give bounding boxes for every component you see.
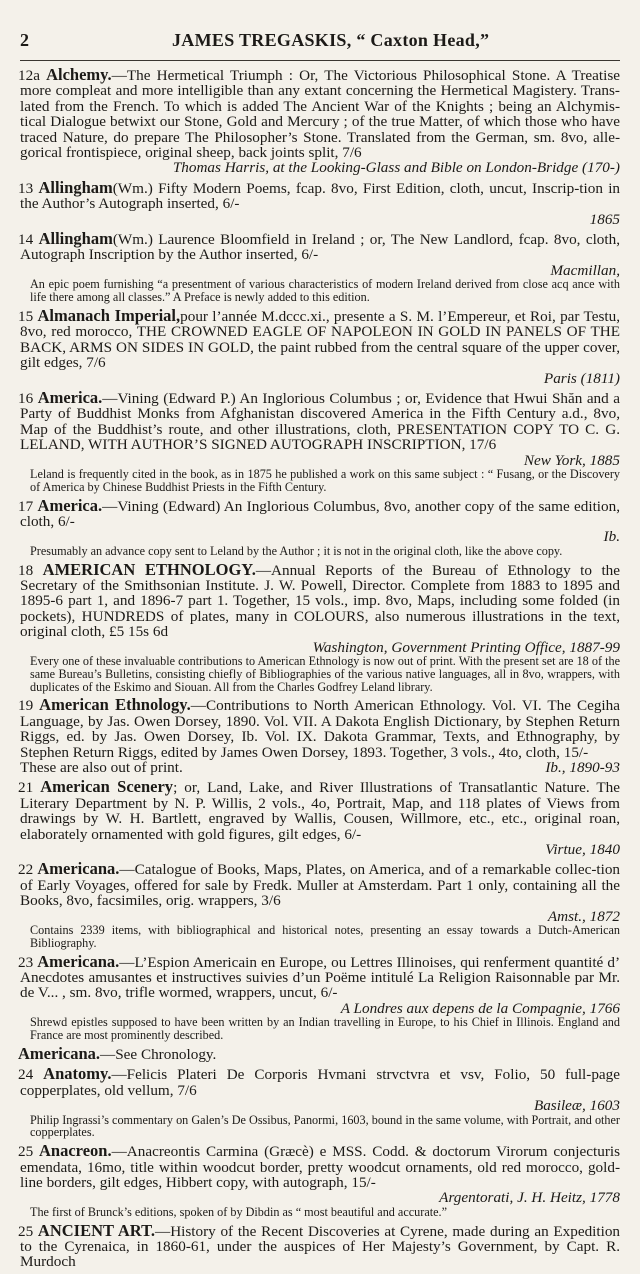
- entry-description: [18, 495, 621, 530]
- imprint-place-date: Basileæ, 1603: [533, 1097, 620, 1115]
- entry-imprint-row: [20, 640, 620, 655]
- catalogue-entry: [20, 231, 620, 308]
- entry-heading: American Ethnology.: [39, 695, 191, 715]
- entry-number: 25: [18, 1222, 34, 1240]
- entry-number: 16: [18, 389, 34, 407]
- entry-number: 14: [18, 231, 34, 249]
- entry-heading: Americana.: [37, 951, 120, 971]
- entry-text: (Wm.) Laurence Bloomfield in Ireland ; or, The New Landlord, fcap. 8vo, cloth, Autograph Inscription by the Author inserted, 6/-: [20, 231, 621, 264]
- entry-imprint-row: [20, 160, 620, 175]
- catalogue-entry: [18, 951, 620, 1046]
- entry-text: pour l’année M.dccc.xi., presente a S. M. l’Empereur, et Roi, par Testu, 8vo, red morocco, THE CROWNED EAGLE OF NAPOLEON IN GOLD IN PANELS OF THE BACK, ARMS ON SIDES IN GOLD, the paint rubbed from the central square of the upper cover, gilt edges, 7/6: [20, 307, 620, 372]
- entry-note: Contains 2339 items, with bibliographical and historical notes, presenting an essay towards a Dutch-American Bibliography.: [30, 923, 620, 950]
- imprint-place-date: A Londres aux depens de la Compagnie, 1766: [340, 999, 620, 1017]
- entry-note: Philip Ingrassi’s commentary on Galen’s De Ossibus, Panormi, 1603, bound in the same volume, with Portrait, and other copperplates.: [30, 1112, 620, 1140]
- entry-text: —Felicis Plateri De Corporis Hvmani strvctvra et vsv, Folio, 50 full-page copperplates, old vellum, 7/6: [20, 1066, 620, 1099]
- entry-imprint-row: [20, 212, 620, 227]
- entry-description: [20, 67, 620, 160]
- entry-number: 19: [18, 697, 34, 715]
- entry-heading: Alchemy.: [46, 65, 112, 84]
- entry-description: [18, 387, 620, 454]
- entry-number: 12a: [18, 67, 40, 84]
- entry-text: —See Chronology.: [100, 1045, 217, 1063]
- entry-text: —Anacreontis Carmina (Græcè) e MSS. Codd. & doctorum Virorum conjecturis emendata, 16mo, title within woodcut border, pretty woodcut ornaments, old red morocco, gold-line borders, gilt edges, Hibbert copy, with autograph, 15/-: [20, 1143, 621, 1191]
- entry-description: [20, 1143, 620, 1190]
- entry-note: Every one of these invaluable contributions to American Ethnology is now out of print. With the present set are 18 of the same Bureau’s Bulletins, consisting chiefly of Bibliographies of the various native languages, all in 8vo, wrappers, with duplicates of the Eskimo and Siouan. All from the Charles Godfrey Leland library.: [30, 653, 620, 694]
- entry-note: Leland is frequently cited in the book, as in 1875 he published a work on this same subject : “ Fusang, or the Discovery of America by Chinese Buddhist Priests in the Fifth Century.: [30, 466, 620, 494]
- catalogue-entry: [20, 1066, 620, 1143]
- entry-number: 25: [18, 1143, 34, 1161]
- imprint-place-date: Ib., 1890-93: [545, 759, 620, 776]
- entry-description: [20, 1066, 620, 1098]
- catalogue-entry: [18, 177, 621, 231]
- entry-note: Presumably an advance copy sent to Leland by the Author ; it is not in the original cloth, like the above copy.: [30, 543, 563, 558]
- entry-number: 13: [18, 179, 34, 197]
- entry-imprint-row: [20, 371, 620, 386]
- imprint-place-date: Amst., 1872: [547, 907, 620, 925]
- entry-number: 23: [18, 953, 34, 971]
- entry-spacer: [20, 1270, 620, 1274]
- entry-text: (Wm.) Fifty Modern Poems, fcap. 8vo, First Edition, cloth, uncut, Inscrip-tion in the Author’s Autograph inserted, 6/-: [20, 179, 621, 213]
- entry-note: The first of Brunck’s editions, spoken of by Dibdin as “ most beautiful and accurate.”: [30, 1204, 447, 1219]
- entry-note: Shrewd epistles supposed to have been written by an Indian travelling in Europe, to his Chief in Illinois. England and France are most prominently described.: [30, 1015, 620, 1043]
- imprint-place-date: Virtue, 1840: [545, 841, 620, 859]
- entry-imprint-row: [20, 1001, 620, 1016]
- entry-heading: ANCIENT ART.: [37, 1220, 155, 1240]
- entry-text: —Vining (Edward) An Inglorious Columbus, 8vo, another copy of the same edition, cloth, 6/-: [20, 497, 621, 530]
- entry-text: —L’Espion Americain en Europe, ou Lettres Illinoises, qui renferment quantité d’ Anecdotes amusantes et instructives suivies d’un Poëme intitulé La Religion Raisonnable par Mr. de V... , sm. 8vo, trifle wormed, wrappers, uncut, 6/-: [20, 953, 620, 1002]
- entry-heading: Americana.: [18, 1043, 101, 1063]
- entry-heading: Americana.: [37, 859, 120, 879]
- entry-number: 21: [18, 779, 34, 797]
- catalogue-entry: [20, 1143, 620, 1222]
- entry-imprint-row: [20, 1098, 620, 1113]
- entry-description: [18, 305, 620, 372]
- catalogue-entry: [18, 495, 621, 562]
- entry-text: —History of the Recent Discoveries at Cyrene, made during an Expedition to the Cyrenaica, in 1860-61, under the auspices of Her Majesty’s Government, by Capt. R. Murdoch: [20, 1222, 621, 1271]
- entry-number: 24: [18, 1066, 34, 1084]
- imprint-place-date: Argentorati, J. H. Heitz, 1778: [439, 1189, 620, 1207]
- imprint-place-date: Thomas Harris, at the Looking-Glass and Bible on London-Bridge (170-): [172, 159, 620, 177]
- entry-heading: Almanach Imperial,: [37, 305, 181, 325]
- imprint-place-date: Paris (1811): [543, 369, 620, 387]
- header-rule: [20, 60, 620, 61]
- entry-note: An epic poem furnishing “a presentment of various characteristics of modern Ireland derived from close acq ance with life there among all classes.” A Preface is newly added to this edition.: [30, 277, 620, 305]
- entry-description: [18, 177, 621, 213]
- catalogue-entry: [18, 559, 621, 698]
- entry-description: [18, 1220, 621, 1271]
- catalogue-entry: [18, 387, 620, 498]
- entry-description: [20, 861, 620, 908]
- page-header: [20, 30, 620, 58]
- entry-imprint-row: [20, 842, 620, 857]
- imprint-place-date: Washington, Government Printing Office, 1887-99: [312, 638, 620, 656]
- entry-description: [18, 951, 620, 1002]
- catalogue-entry: [18, 305, 620, 390]
- entry-heading: Anatomy.: [43, 1064, 112, 1084]
- imprint-place-date: 1865: [589, 210, 620, 228]
- entry-text: —Vining (Edward P.) An Inglorious Columbus ; or, Evidence that Hwui Shăn and a Party of Buddhist Monks from Afghanistan discovered America in the Fifth Century a.d., 8vo, Map of the Buddhist’s route, and other illustrations, cloth, PRESENTATION COPY TO C. G. LELAND, WITH AUTHOR’S SIGNED AUTOGRAPH INSCRIPTION, 17/6: [20, 389, 620, 454]
- entry-imprint-row: [20, 529, 620, 544]
- catalogue-entry: [20, 779, 620, 861]
- entry-text: —The Hermetical Triumph : Or, The Victorious Philosophical Stone. A Treatise more compleat and more intelligible than any extant concerning the Hermetical Magistery. Trans-lated from the French. To which is added The Ancient War of the Knights ; being an Alchymis-tical Dialogue betwixt our Stone, Gold and Mercury ; of the true Matter, of which those who have traced Nature, do prepare The Philosopher’s Stone. Translated from the German, sm. 8vo, alle-gorical frontispiece, original sheep, back joints split, 7/6: [20, 67, 620, 162]
- entry-description: [18, 559, 621, 641]
- imprint-place-date: Macmillan,: [550, 261, 620, 279]
- catalogue-entry: [20, 697, 620, 779]
- entry-text: —Annual Reports of the Bureau of Ethnology to the Secretary of the Smithsonian Institute. J. W. Powell, Director. Complete from 1883 to 1895 and 1895-6 part 1, and 1896-7 part 1. Together, 15 vols., imp. 8vo, Maps, including some folded (in pockets), HUNDREDS of plates, many in COLOURS, also numerous illustrations in the text, original cloth, £5 15s 6d: [20, 561, 621, 641]
- entry-description: [18, 1043, 620, 1063]
- entry-number: 17: [18, 497, 34, 515]
- entry-heading: American Scenery: [40, 777, 174, 797]
- catalogue-entry: [20, 67, 620, 180]
- imprint-place-date: New York, 1885: [523, 451, 620, 469]
- entry-heading: Anacreon.: [39, 1141, 112, 1161]
- entry-heading: America.: [37, 495, 103, 515]
- page-number: 2: [20, 30, 30, 50]
- catalogue-entry: [20, 861, 620, 953]
- imprint-note: These are also out of print.: [20, 759, 183, 776]
- entry-number: 22: [18, 861, 34, 879]
- entry-heading: America.: [37, 387, 103, 407]
- entry-text: —Catalogue of Books, Maps, Plates, on America, and of a remarkable collec-tion of Early Voyages, offered for sale by Fredk. Muller at Amsterdam. Part 1 only, containing all the Books, 8vo, facsimiles, orig. wrappers, 3/6: [20, 861, 621, 910]
- entry-number: 15: [18, 307, 34, 325]
- entry-description: [20, 231, 620, 263]
- entry-heading: Allingham: [38, 229, 113, 249]
- imprint-place-date: Ib.: [603, 528, 620, 546]
- running-head: JAMES TREGASKIS, “ Caxton Head,”: [172, 30, 490, 50]
- catalogue-entry: [18, 1043, 620, 1066]
- entry-imprint-row: [20, 1190, 620, 1205]
- entry-description: [20, 697, 620, 760]
- entry-heading: Allingham: [38, 177, 113, 197]
- entry-description: [20, 779, 620, 842]
- entry-imprint-row: [20, 760, 620, 775]
- entry-imprint-row: [20, 263, 620, 278]
- entry-text: —Contributions to North American Ethnology. Vol. VI. The Cegiha Language, by Jas. Owen Dorsey, 1890. Vol. VII. A Dakota English Dictionary, by Stephen Return Riggs, ed. by Jas. Owen Dorsey, Ib. Vol. IX. Dakota Grammar, Texts, and Ethnography, by Stephen Return Riggs, edited by James Owen Dorsey, 1893. Together, 3 vols., 4to, cloth, 15/-: [20, 697, 620, 761]
- entry-number: 18: [18, 561, 34, 579]
- entry-heading: AMERICAN ETHNOLOGY.: [42, 559, 256, 579]
- catalogue-entries: [20, 67, 620, 1274]
- catalogue-entry: [18, 1220, 621, 1274]
- entry-imprint-row: [20, 909, 620, 924]
- entry-imprint-row: [20, 453, 620, 468]
- entry-text: ; or, Land, Lake, and River Illustrations of Transatlantic Nature. The Literary Department by N. P. Willis, 2 vols., 4o, Portrait, Map, and 118 plates of Views from drawings by W. H. Bartlett, engraved by Wallis, Cousen, Willmore, etc., etc., original roan, elaborately ornamented with gold figures, gilt edges, 6/-: [20, 779, 621, 843]
